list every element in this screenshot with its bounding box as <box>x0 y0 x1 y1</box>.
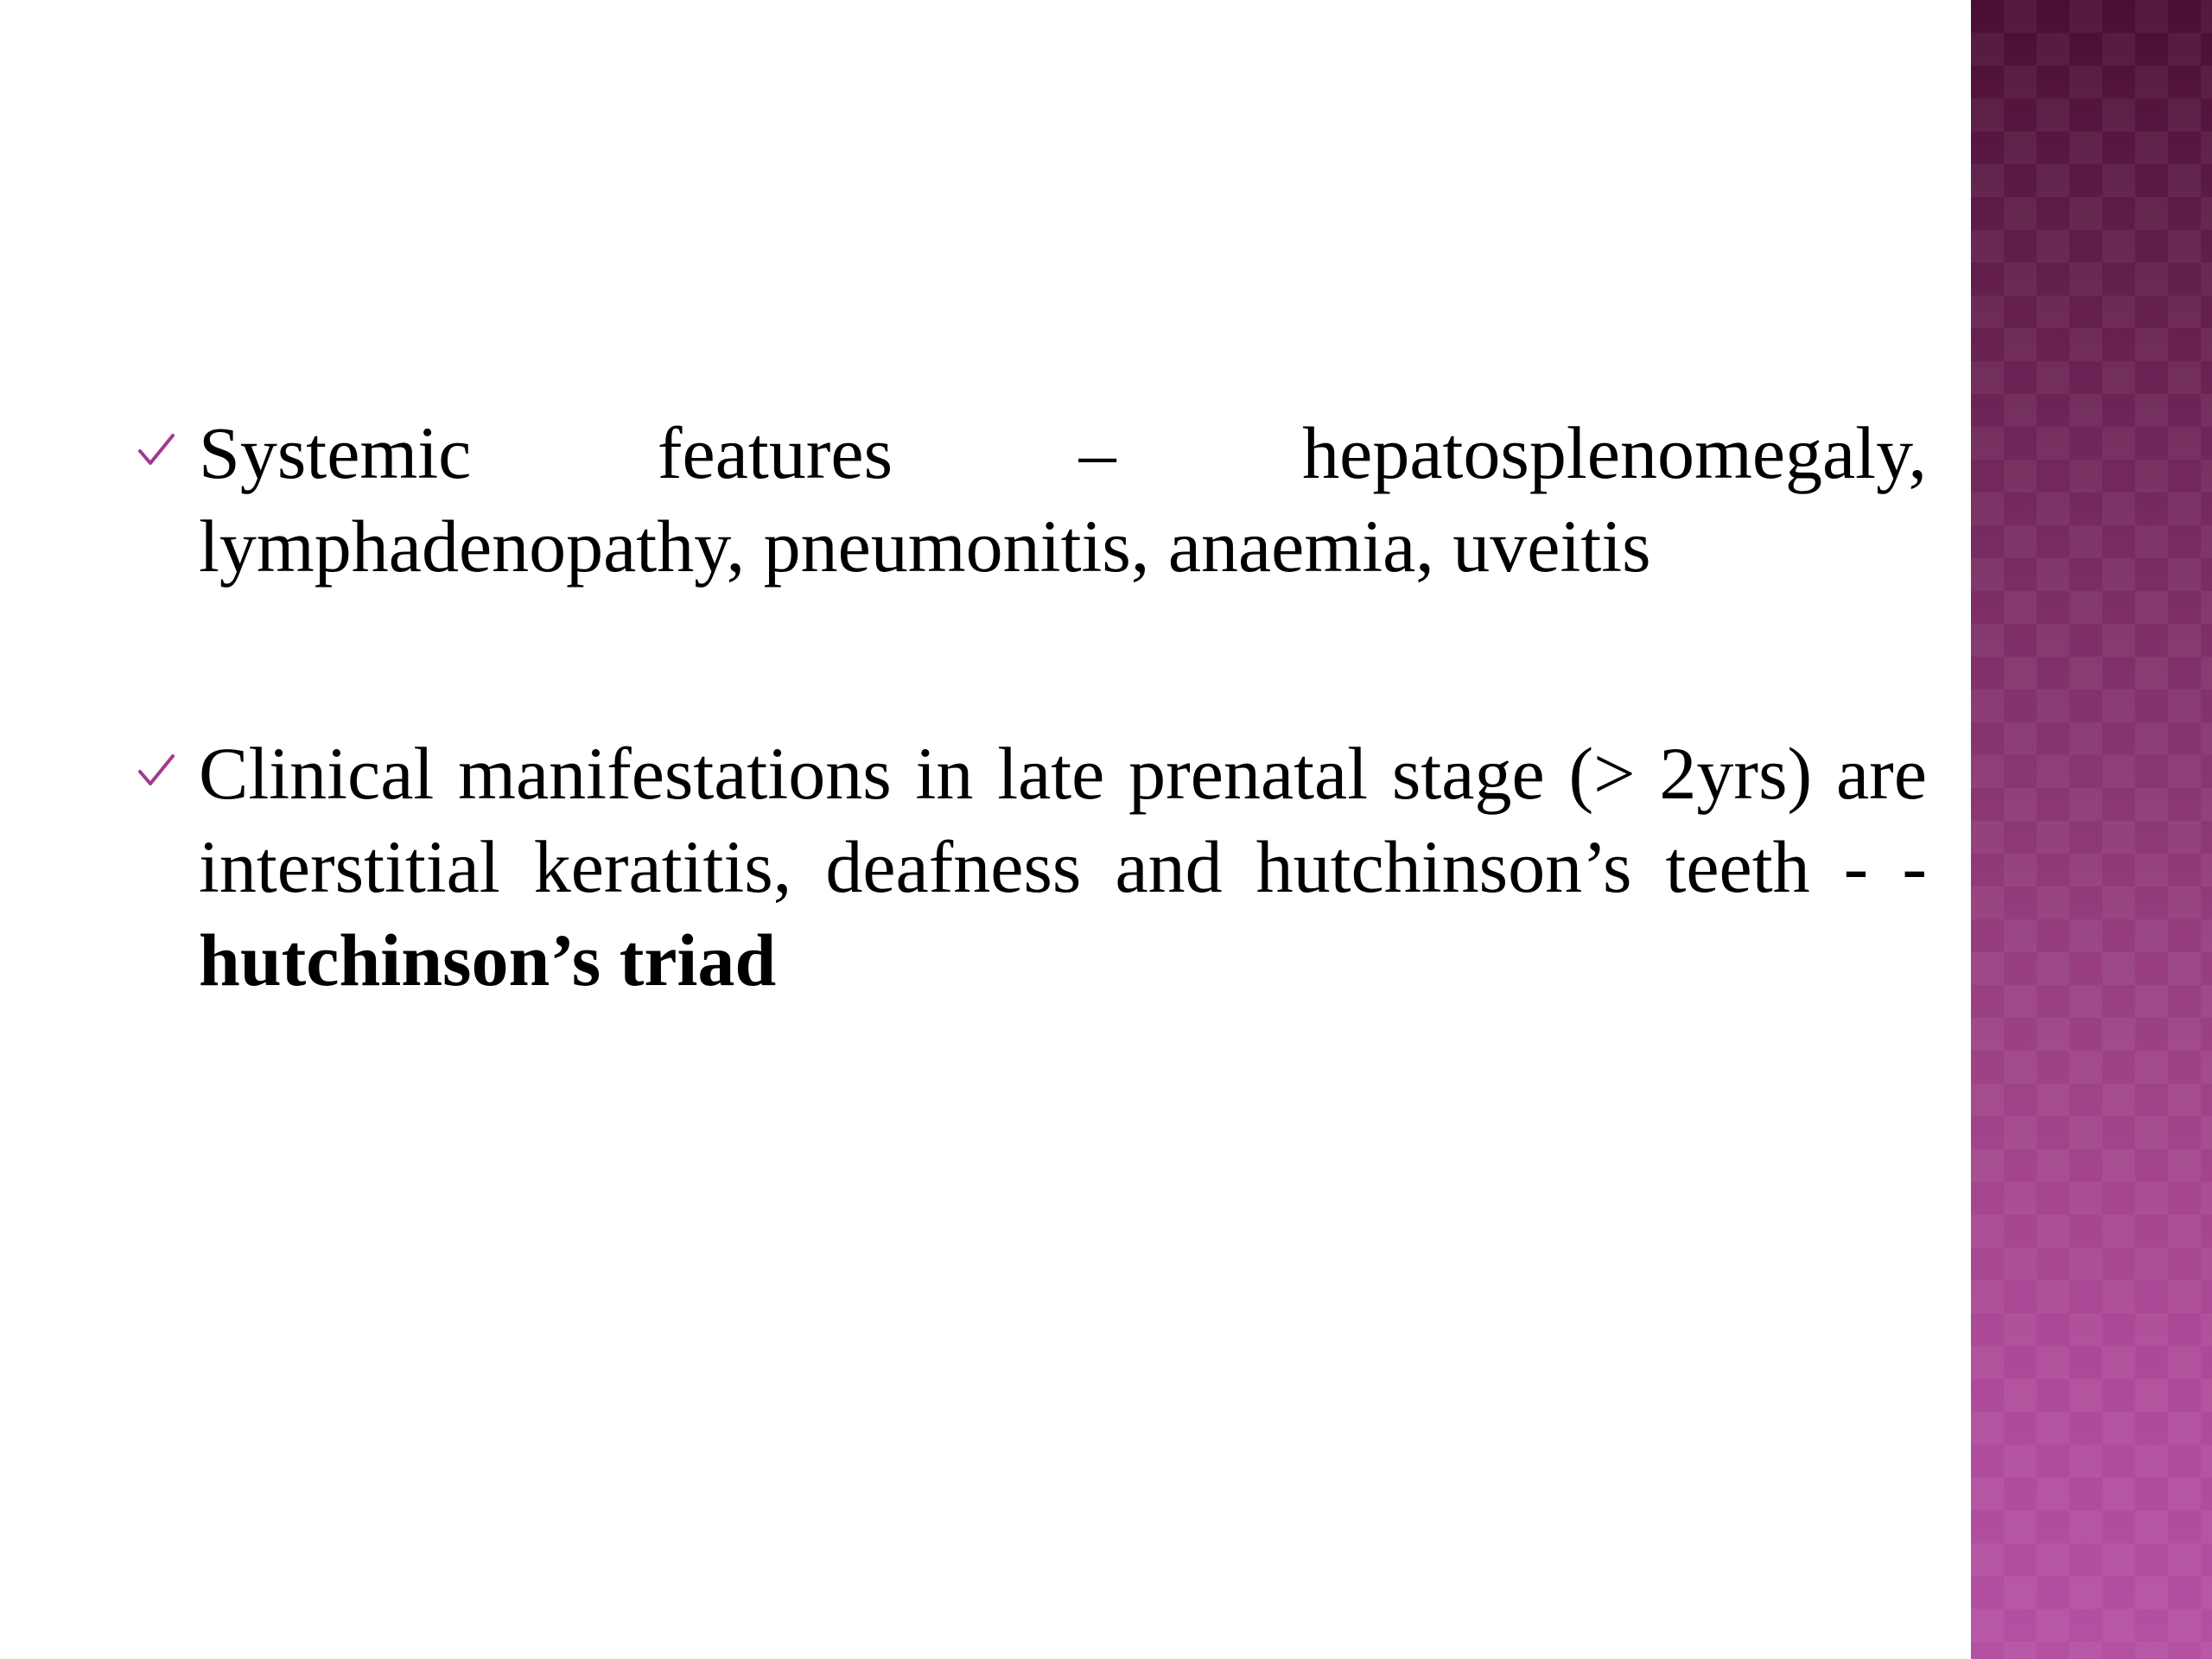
bullet-item-clinical-manifestations <box>130 727 1927 1007</box>
bullet-text: Clinical manifestations in late prenatal stage (> 2yrs) are interstitial keratitis, deafness and hutchinson’s teeth - - <box>199 732 1927 908</box>
bullet-list <box>130 406 1927 1007</box>
check-icon <box>135 749 178 792</box>
bullet-text: Systemic features – hepatosplenomegaly, lymphadenopathy, pneumonitis, anaemia, uveitis <box>199 411 1927 588</box>
check-icon <box>135 429 178 472</box>
decorative-side-panel <box>1971 0 2212 1659</box>
bullet-item-systemic-features <box>130 406 1927 593</box>
bullet-bold-text: hutchinson’s triad <box>199 918 777 1001</box>
